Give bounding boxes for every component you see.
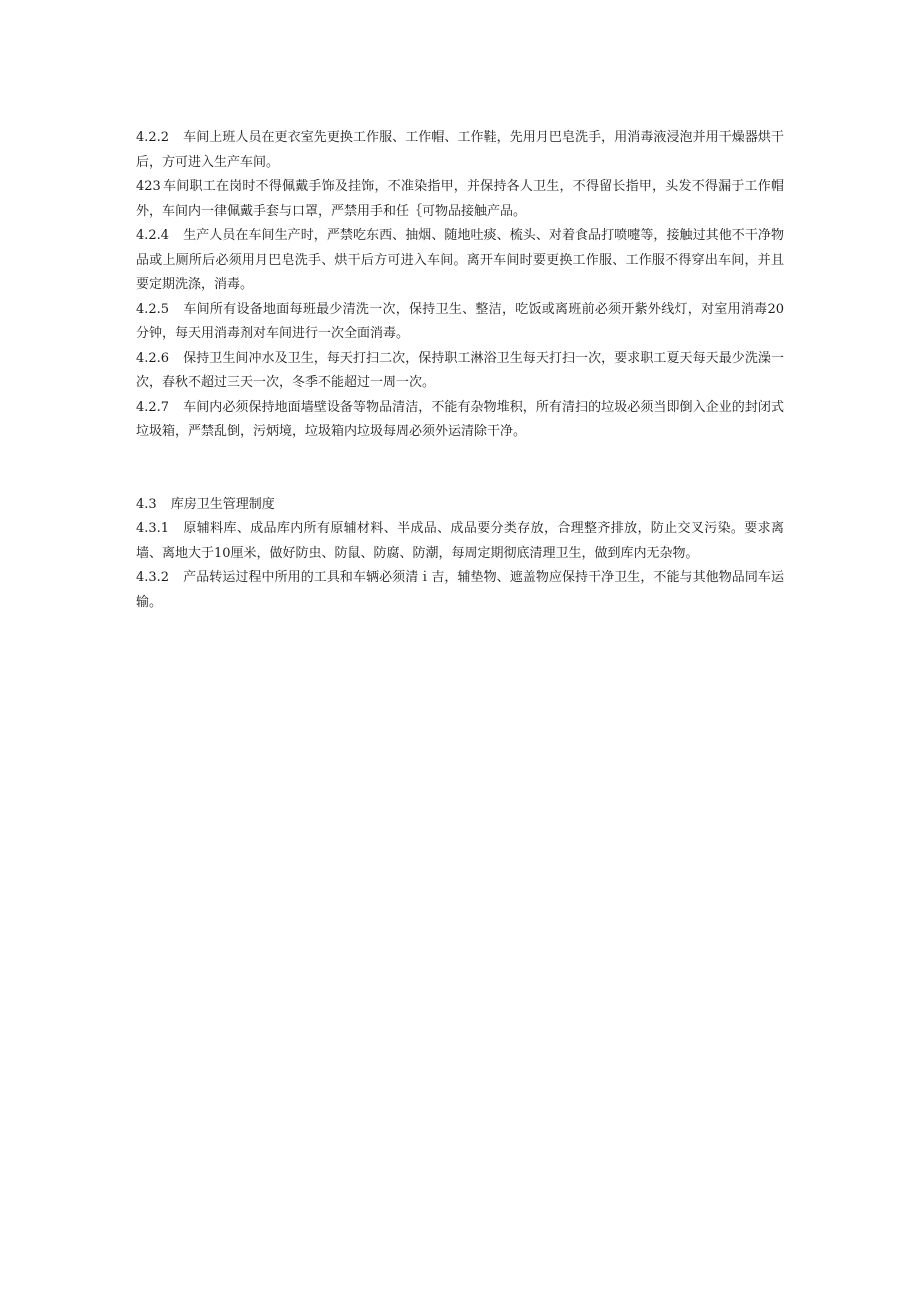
section-number: 4.2.6: [136, 350, 170, 366]
section-number: 4.2.2: [136, 130, 170, 145]
section-text: 车间上班人员在更衣室先更换工作服、工作帽、工作鞋，先用月巴皂洗手，用消毒液浸泡并用干燥器烘干后，方可进入生产车间。: [136, 130, 784, 170]
document-page: [136, 126, 784, 615]
section-number: 4.3.1: [136, 521, 170, 536]
section-number: 4.3: [136, 496, 157, 512]
section-4-3-2: [136, 566, 784, 615]
section-number: 4.2.7: [136, 399, 170, 415]
section-4-2-7: [136, 396, 784, 445]
section-spacer: [136, 445, 784, 493]
section-text: 生产人员在车间生产时，严禁吃东西、抽烟、随地吐痰、梳头、对着食品打喷嚏等，接触过其他不干净物品或上厕所后必须用月巴皂洗手、烘干后方可进入车间。离开车间时要更换工作服、工作服不得穿出车间，并且要定期洗涤，消毒。: [136, 228, 784, 292]
section-4-2-4: [136, 224, 784, 298]
section-number: 4.2.5: [136, 301, 170, 317]
section-text: 车间内必须保持地面墙壁设备等物品清洁，不能有杂物堆积，所有清扫的垃圾必须当即倒入企业的封闭式垃圾箱，严禁乱倒，污炳境，垃圾箱内垃圾每周必须外运清除干净。: [136, 399, 784, 439]
section-text: 产品转运过程中所用的工具和车辆必须清ｉ吉，辅垫物、遮盖物应保持干净卫生，不能与其他物品同车运输。: [136, 570, 784, 610]
section-4-3-1: [136, 517, 784, 566]
section-number: 423: [136, 179, 161, 194]
section-text: 车间所有设备地面每班最少清洗一次，保持卫生、整洁，吃饭或离班前必须开紫外线灯，对室用消毒20分钟，每天用消毒剂对车间进行一次全面消毒。: [136, 301, 784, 341]
section-number: 4.3.2: [136, 570, 170, 585]
section-title: 库房卫生管理制度: [170, 496, 275, 512]
section-4-2-2: [136, 126, 784, 175]
section-text: 车间职工在岗时不得佩戴手饰及挂饰，不准染指甲，并保持各人卫生，不得留长指甲，头发不得漏于工作帽外，车间内一律佩戴手套与口罩，严禁用手和任｛可物品接触产品。: [136, 179, 784, 219]
section-4-2-3: [136, 175, 784, 224]
section-4-2-5: [136, 298, 784, 347]
section-4-2-6: [136, 347, 784, 396]
section-text: 保持卫生间冲水及卫生，每天打扫二次，保持职工淋浴卫生每天打扫一次，要求职工夏天每天最少洗澡一次，春秋不超过三天一次，冬季不能超过一周一次。: [136, 350, 784, 390]
section-number: 4.2.4: [136, 228, 170, 243]
section-text: 原辅料库、成品库内所有原辅材料、半成品、成品要分类存放，合理整齐排放，防止交叉污染。要求离墙、离地大于10厘米，做好防虫、防鼠、防腐、防潮，每周定期彻底清理卫生，做到库内无杂物。: [136, 521, 784, 561]
section-4-3-heading: [136, 493, 784, 518]
